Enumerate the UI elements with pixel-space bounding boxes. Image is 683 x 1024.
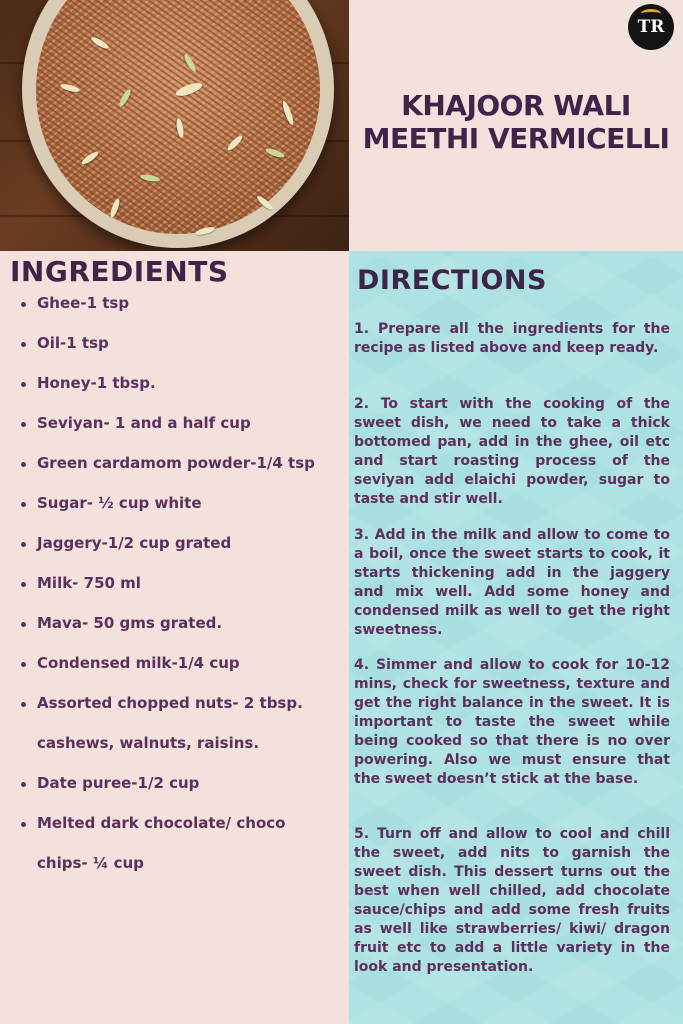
ingredient-text: Date puree-1/2 cup (37, 774, 200, 792)
bullet-dot-icon (21, 662, 26, 667)
bullet-dot-icon (21, 382, 26, 387)
ingredient-text: Sugar- ½ cup white (37, 494, 202, 512)
ingredients-heading: INGREDIENTS (10, 255, 229, 288)
tr-logo-icon (628, 4, 674, 50)
bullet-dot-icon (21, 462, 26, 467)
dish-photo (0, 0, 349, 251)
bullet-dot-icon (21, 822, 26, 827)
ingredient-text: cashews, walnuts, raisins. (37, 734, 260, 752)
bullet-dot-icon (21, 422, 26, 427)
bullet-dot-icon (21, 582, 26, 587)
bullet-dot-icon (21, 502, 26, 507)
sun-ray (641, 9, 661, 18)
recipe-title-line1: KHAJOOR WALI (401, 89, 631, 122)
bullet-dot-icon (21, 622, 26, 627)
ingredient-text: Jaggery-1/2 cup grated (37, 534, 232, 552)
direction-step: 2. To start with the cooking of the sweet dish, we need to take a thick bottomed pan, add in the ghee, oil etc and start roasting process of the seviyan add elaichi powder, sugar to taste and stir well. (354, 396, 670, 507)
ingredient-text: Honey-1 tbsp. (37, 374, 156, 392)
ingredient-text: Seviyan- 1 and a half cup (37, 414, 251, 432)
ingredient-text: chips- ¼ cup (37, 854, 144, 872)
ingredient-text: Milk- 750 ml (37, 574, 141, 592)
ingredients-panel (0, 251, 349, 1024)
ingredient-text: Ghee-1 tsp (37, 294, 130, 312)
bullet-dot-icon (21, 542, 26, 547)
bullet-dot-icon (21, 342, 26, 347)
ingredient-text: Oil-1 tsp (37, 334, 109, 352)
ingredient-text: Melted dark chocolate/ choco (37, 814, 286, 832)
bullet-dot-icon (21, 302, 26, 307)
direction-step: 4. Simmer and allow to cook for 10-12 mins, check for sweetness, texture and get the right balance in the sweet. It is important to taste the sweet while being cooked so that there is no over powering. Also we must ensure that the sweet doesn’t stick at the base. (354, 657, 670, 787)
recipe-title-line2: MEETHI VERMICELLI (362, 122, 670, 155)
bullet-dot-icon (21, 782, 26, 787)
directions-heading: DIRECTIONS (357, 265, 547, 296)
direction-step: 3. Add in the milk and allow to come to a boil, once the sweet starts to cook, it starts thickening add in the jaggery and mix well. Add some honey and condensed milk as well to get the right sweetness. (354, 527, 670, 638)
bullet-dot-icon (21, 702, 26, 707)
ingredient-text: Condensed milk-1/4 cup (37, 654, 240, 672)
direction-step: 1. Prepare all the ingredients for the recipe as listed above and keep ready. (354, 321, 670, 356)
direction-step: 5. Turn off and allow to cool and chill the sweet, add nits to garnish the sweet dish. This dessert turns out the best when well chilled, add chocolate sauce/chips and add some fresh fruits as well like strawberries/ kiwi/ dragon fruit etc to add a little variety in the look and presentation. (354, 826, 670, 975)
ingredient-text: Mava- 50 gms grated. (37, 614, 223, 632)
logo-text: TR (637, 17, 665, 37)
ingredient-text: Assorted chopped nuts- 2 tbsp. (37, 694, 303, 712)
ingredient-text: Green cardamom powder-1/4 tsp (37, 454, 315, 472)
